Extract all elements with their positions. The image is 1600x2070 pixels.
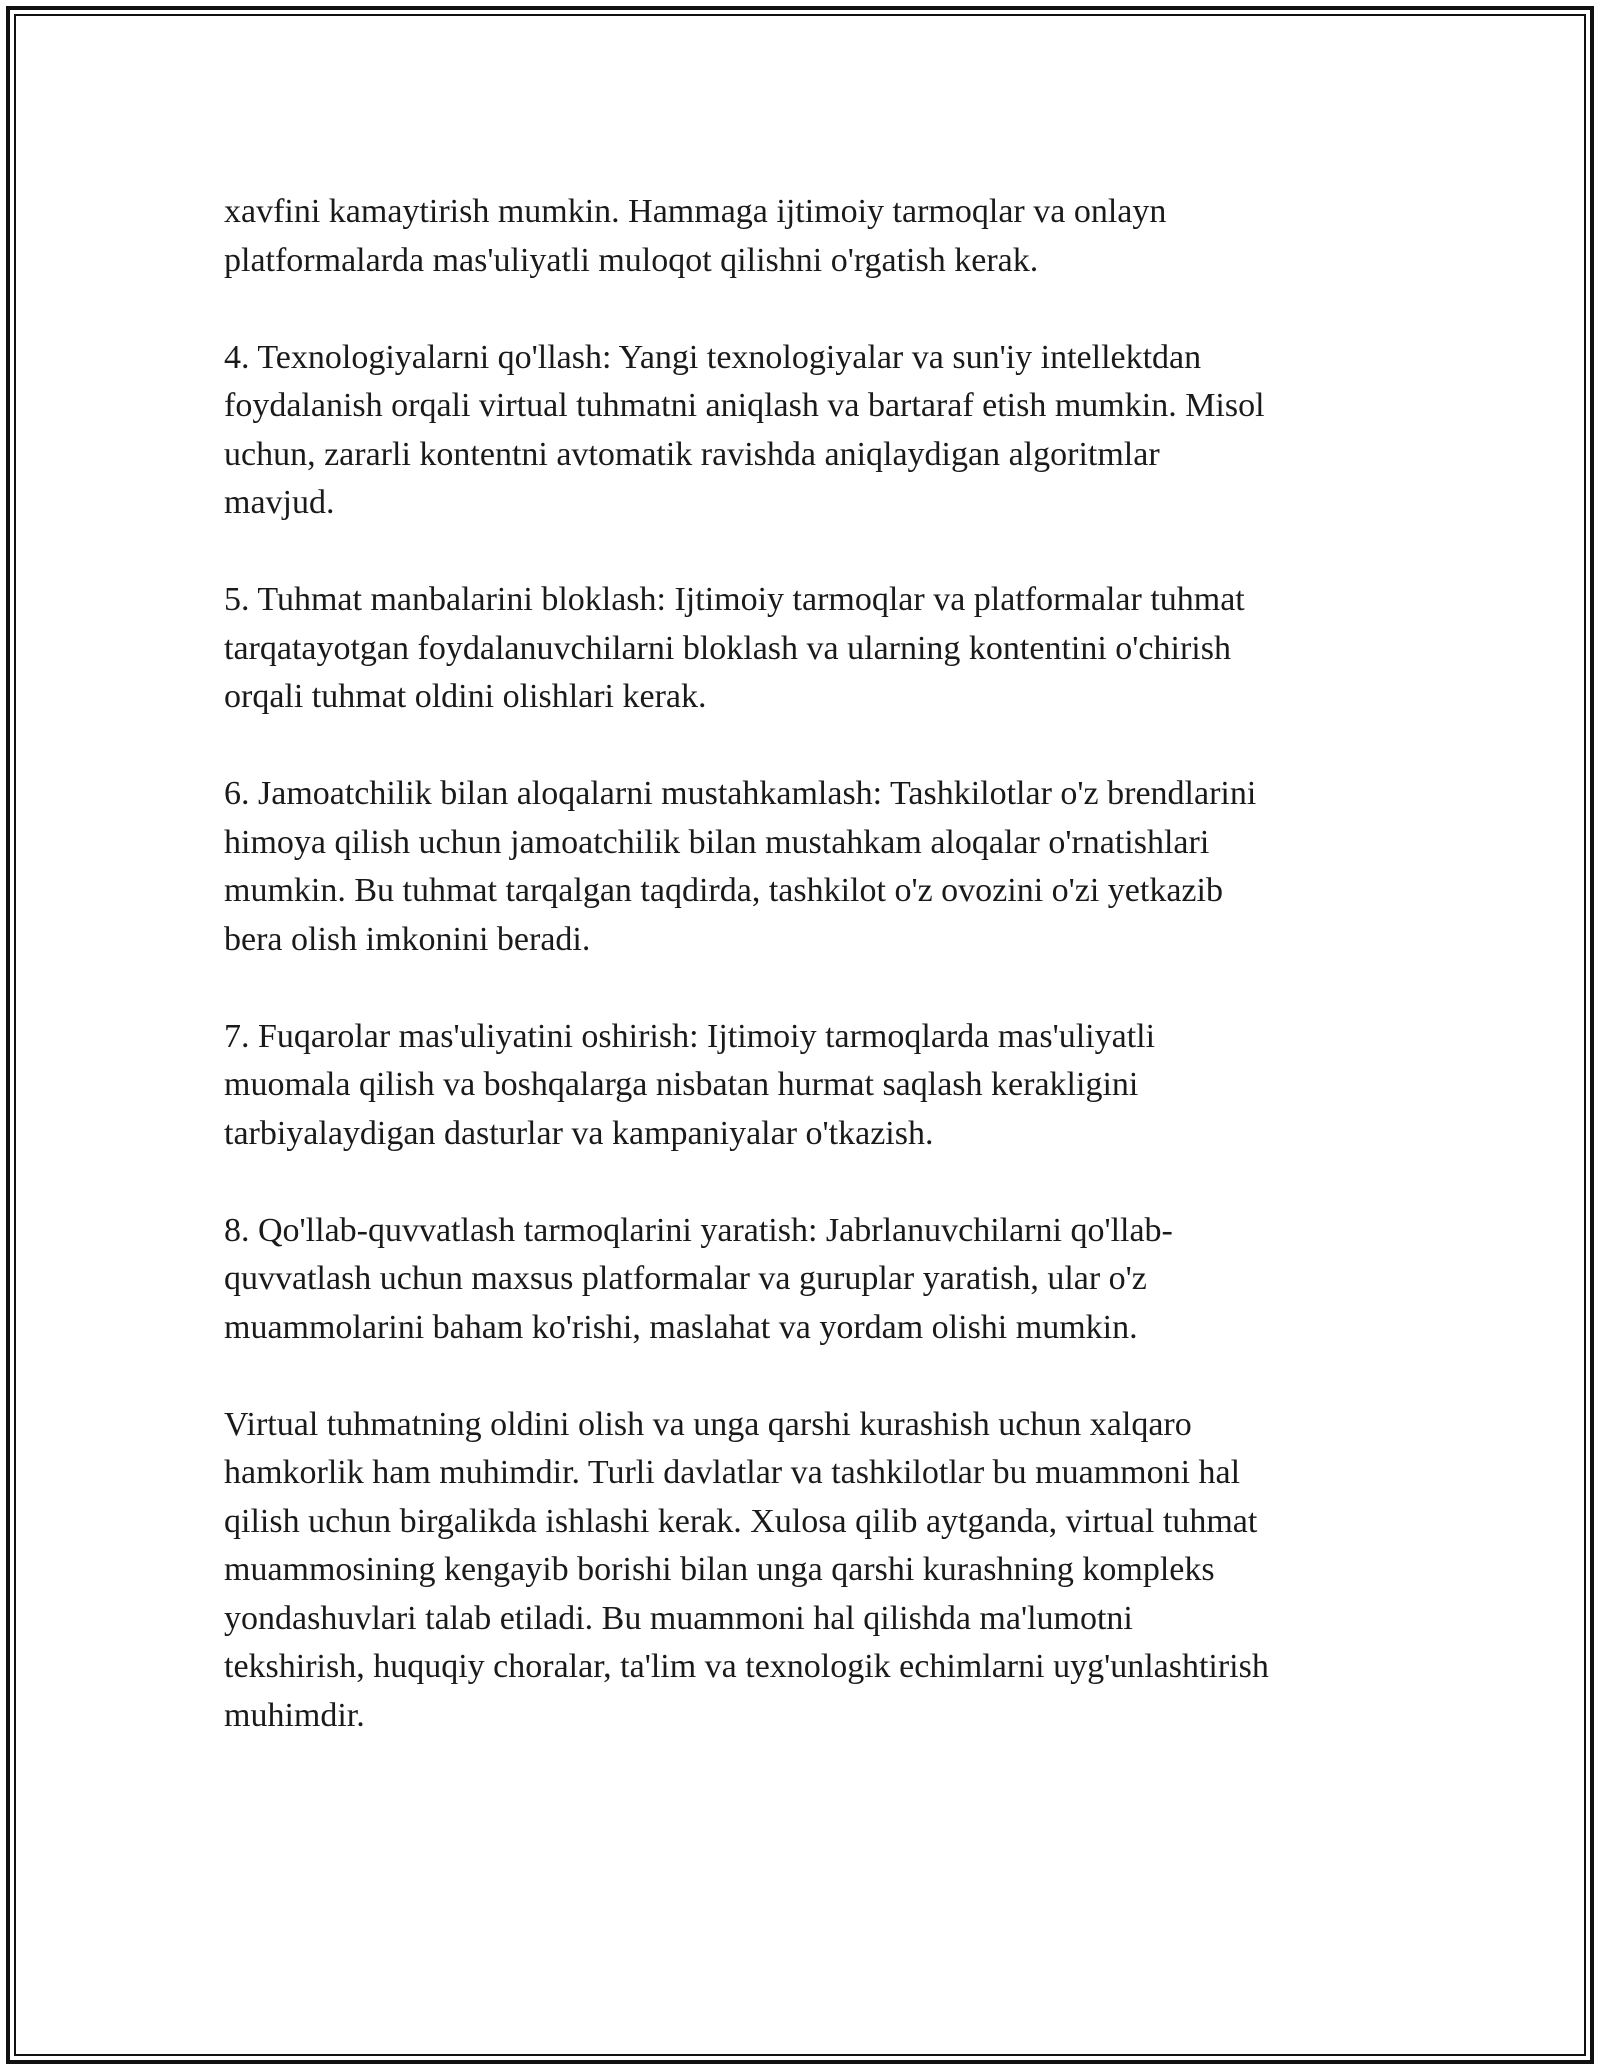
paragraph-item-5: 5. Tuhmat manbalarini bloklash: Ijtimoiy tarmoqlar va platformalar tuhmat tarqatayotgan foydalanuvchilarni bloklash va ularning kontentini o'chirish orqali tuhmat oldini olishlari kerak.	[224, 581, 1245, 715]
paragraph-item-4: 4. Texnologiyalarni qo'llash: Yangi texnologiyalar va sun'iy intellektdan foydalanish orqali virtual tuhmatni aniqlash va bartaraf etish mumkin. Misol uchun, zararli kontentni avtomatik ravishda aniqlaydigan algoritmlar mavjud.	[224, 338, 1265, 521]
paragraph-continuation: xavfini kamaytirish mumkin. Hammaga ijtimoiy tarmoqlar va onlayn platformalarda mas'uliyatli muloqot qilishni o'rgatish kerak.	[224, 193, 1167, 279]
document-body	[224, 188, 1374, 1789]
paragraph-item-6: 6. Jamoatchilik bilan aloqalarni mustahkamlash: Tashkilotlar o'z brendlarini himoya qilish uchun jamoatchilik bilan mustahkam aloqalar o'rnatishlari mumkin. Bu tuhmat tarqalgan taqdirda, tashkilot o'z ovozini o'zi yetkazib bera olish imkonini beradi.	[224, 775, 1257, 958]
paragraph-item-8: 8. Qo'llab-quvvatlash tarmoqlarini yaratish: Jabrlanuvchilarni qo'llab- quvvatlash uchun maxsus platformalar va guruplar yaratish, ular o'z muammolarini baham ko'rishi, maslahat va yordam olishi mumkin.	[224, 1211, 1173, 1346]
paragraph-item-7: 7. Fuqarolar mas'uliyatini oshirish: Ijtimoiy tarmoqlarda mas'uliyatli muomala qilish va boshqalarga nisbatan hurmat saqlash kerakligini tarbiyalaydigan dasturlar va kampaniyalar o'tkazish.	[224, 1017, 1156, 1152]
paragraph-conclusion: Virtual tuhmatning oldini olish va unga qarshi kurashish uchun xalqaro hamkorlik ham muhimdir. Turli davlatlar va tashkilotlar bu muammoni hal qilish uchun birgalikda ishlashi kerak. Xulosa qilib aytganda, virtual tuhmat muammosining kengayib borishi bilan unga qarshi kurashning kompleks yondashuvlari talab etiladi. Bu muammoni hal qilishda ma'lumotni tekshirish, huquqiy choralar, ta'lim va texnologik echimlarni uyg'unlashtirish muhimdir.	[224, 1405, 1269, 1734]
